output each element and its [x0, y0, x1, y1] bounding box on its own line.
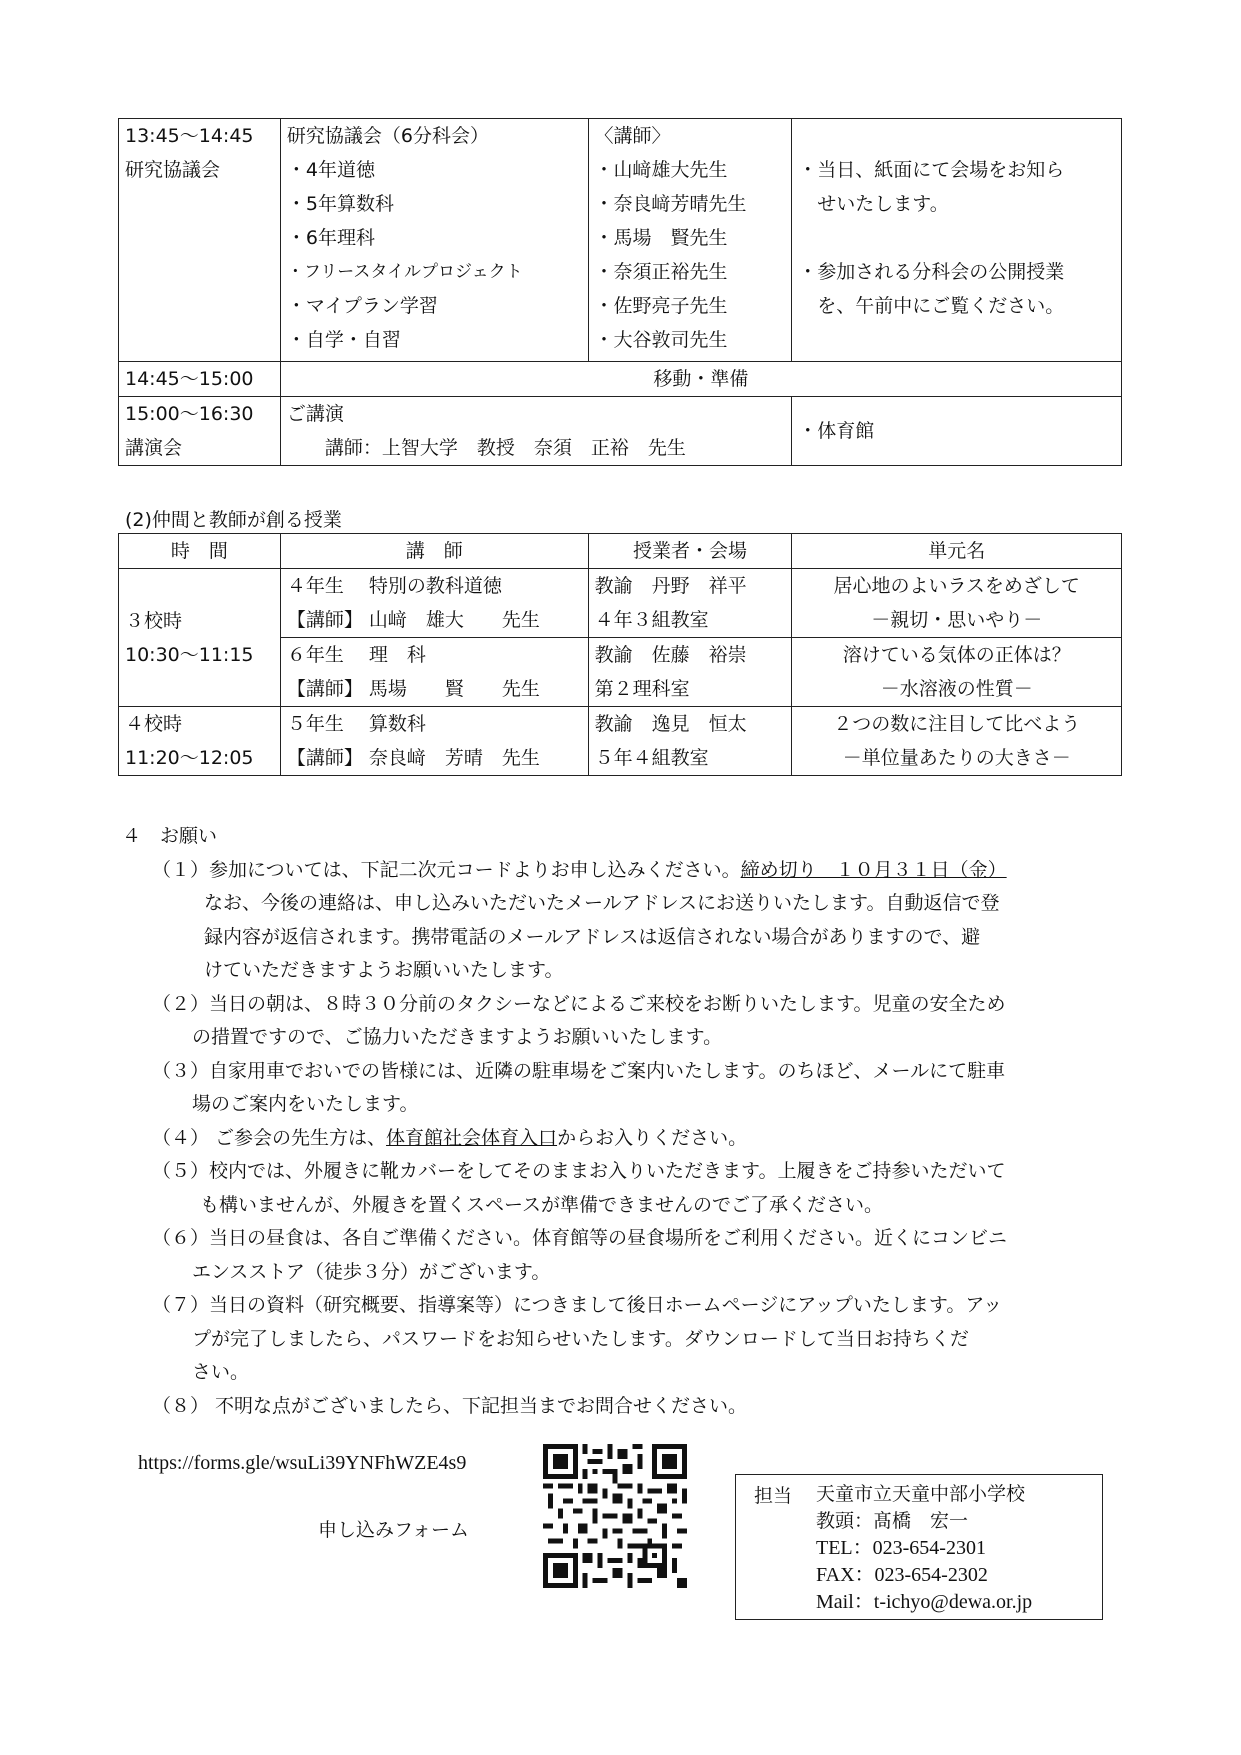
deadline-text: 締め切り １０月３１日（金） — [740, 858, 1007, 881]
schedule-content-cell: 移動・準備 — [280, 362, 1121, 397]
contact-mail[interactable]: Mail：t-ichyo@dewa.or.jp — [816, 1591, 1033, 1613]
contact-box — [735, 1474, 1103, 1620]
form-label: 申し込みフォーム — [318, 1519, 470, 1541]
contact-head: 担当 — [754, 1485, 793, 1507]
request-item-2: （２）当日の朝は、８時３０分前のタクシーなどによるご来校をお断りいたします。児童の安全ため — [152, 992, 1006, 1015]
header-teacher-room: 授業者・会場 — [588, 534, 792, 569]
contact-fax: FAX：023-654-2302 — [816, 1564, 988, 1586]
unit-cell: ２つの数に注目して比べよう －単位量あたりの大きさ－ — [792, 707, 1122, 776]
teacher-cell: 教諭 佐藤 裕崇 第２理科室 — [588, 638, 792, 707]
lessons-header-row — [119, 534, 1122, 569]
schedule-note-cell: ・当日、紙面にて会場をお知ら せいたします。 ・参加される分科会の公開授業 を、午前中にご覧ください。 — [792, 119, 1122, 362]
request-item-3: （３）自家用車でおいでの皆様には、近隣の駐車場をご案内いたします。のちほど、メールにて駐車 — [152, 1059, 1006, 1082]
contact-school: 天童市立天童中部小学校 — [816, 1483, 1026, 1505]
teacher-cell: 教諭 逸見 恒太 ５年４組教室 — [588, 707, 792, 776]
schedule-row-transition — [119, 362, 1122, 397]
schedule-time-cell: 13:45～14:45 研究協議会 — [119, 119, 281, 362]
entrance-place: 体育館社会体育入口 — [386, 1126, 558, 1149]
form-url-link[interactable]: https://forms.gle/wsuLi39YNFhWZE4s9 — [138, 1452, 467, 1474]
schedule-content-cell: 研究協議会（6分科会） ・4年道徳 ・5年算数科 ・6年理科 ・フリースタイルプロジェクト ・マイプラン学習 ・自学・自習 — [280, 119, 588, 362]
schedule-lecturer-cell: 〈講師〉 ・山﨑雄大先生 ・奈良﨑芳晴先生 ・馬場 賢先生 ・奈須正裕先生 ・佐野亮子先生 ・大谷敦司先生 — [588, 119, 792, 362]
period-cell: ３校時 10:30～11:15 — [119, 569, 281, 707]
lessons-table — [118, 533, 1122, 776]
header-time: 時 間 — [119, 534, 281, 569]
request-item-4: （４） ご参会の先生方は、体育館社会体育入口からお入りください。 — [152, 1126, 748, 1149]
schedule-note-cell: ・体育館 — [792, 397, 1122, 466]
table-row — [119, 569, 1122, 638]
request-item-8: （８） 不明な点がございましたら、下記担当までお問合せください。 — [152, 1394, 748, 1417]
lessons-caption: (2)仲間と教師が創る授業 — [125, 509, 342, 531]
table-row — [119, 707, 1122, 776]
subject-cell: ４年生 特別の教科道徳 【講師】 山﨑 雄大 先生 — [280, 569, 588, 638]
teacher-cell: 教諭 丹野 祥平 ４年３組教室 — [588, 569, 792, 638]
requests-section: ４ お願い （１）参加については、下記二次元コードよりお申し込みください。締め切り １０月３１日（金） なお、今後の連絡は、申し込みいただいたメールアドレスにお送りいたします。自動返信で登 録内容が返信されます。携帯電話のメールアドレスは返信されない場合がありますので、避 けていただきますようお願いいたします。 （２）当日の朝は、８時３０分前のタクシーなどによるご来校をお断りいたします。児童の安全ため の措置ですので、ご協力いただきますようお願いいたします。 （３）自家用車でおいでの皆様には、近隣の駐車場をご案内いたします。のちほど、メールにて駐車 場のご案内をいたします。 （４） ご参会の先生方は、体育館社会体育入口からお入りください。 （５）校内では、外履きに靴カバーをしてそのままお入りいただきます。上履きをご持参いただいて も構いませんが、外履きを置くスペースが準備できませんのでご了承ください。 （６）当日の昼食は、各自ご準備ください。体育館等の昼食場所をご利用ください。近くにコンビニ エンスストア（徒歩３分）がございます。 （７）当日の資料（研究概要、指導案等）につきまして後日ホームページにアップいたします。アッ プが完了しましたら、パスワードをお知らせいたします。ダウンロードして当日お持ちくだ さい。 （８） 不明な点がございましたら、下記担当までお問合せください。 — [122, 820, 1122, 1423]
qr-code-icon — [543, 1444, 687, 1588]
schedule-time-cell: 15:00～16:30 講演会 — [119, 397, 281, 466]
header-unit: 単元名 — [792, 534, 1122, 569]
schedule-row-lecture — [119, 397, 1122, 466]
request-item-6: （６）当日の昼食は、各自ご準備ください。体育館等の昼食場所をご利用ください。近くにコンビニ — [152, 1227, 1008, 1249]
header-lecturer: 講 師 — [280, 534, 588, 569]
subject-cell: ６年生 理 科 【講師】 馬場 賢 先生 — [280, 638, 588, 707]
schedule-table — [118, 118, 1122, 466]
contact-tel: TEL：023-654-2301 — [816, 1537, 986, 1559]
request-item-5: （５）校内では、外履きに靴カバーをしてそのままお入りいただきます。上履きをご持参いただいて — [152, 1160, 1006, 1182]
unit-cell: 溶けている気体の正体は？ －水溶液の性質－ — [792, 638, 1122, 707]
request-item-7: （７）当日の資料（研究概要、指導案等）につきまして後日ホームページにアップいたします。アッ — [152, 1294, 1003, 1316]
schedule-row-discussion — [119, 119, 1122, 362]
unit-cell: 居心地のよいラスをめざして －親切・思いやり－ — [792, 569, 1122, 638]
schedule-content-cell: ご講演 講師：上智大学 教授 奈須 正裕 先生 — [280, 397, 791, 466]
request-item-1: （１）参加については、下記二次元コードよりお申し込みください。締め切り １０月３１日（金） — [152, 858, 1007, 881]
requests-heading: ４ お願い — [122, 825, 218, 847]
contact-person: 教頭：髙橋 宏一 — [816, 1510, 969, 1532]
period-cell: ４校時 11:20～12:05 — [119, 707, 281, 776]
subject-cell: ５年生 算数科 【講師】 奈良﨑 芳晴 先生 — [280, 707, 588, 776]
schedule-time-cell: 14:45～15:00 — [119, 362, 281, 397]
